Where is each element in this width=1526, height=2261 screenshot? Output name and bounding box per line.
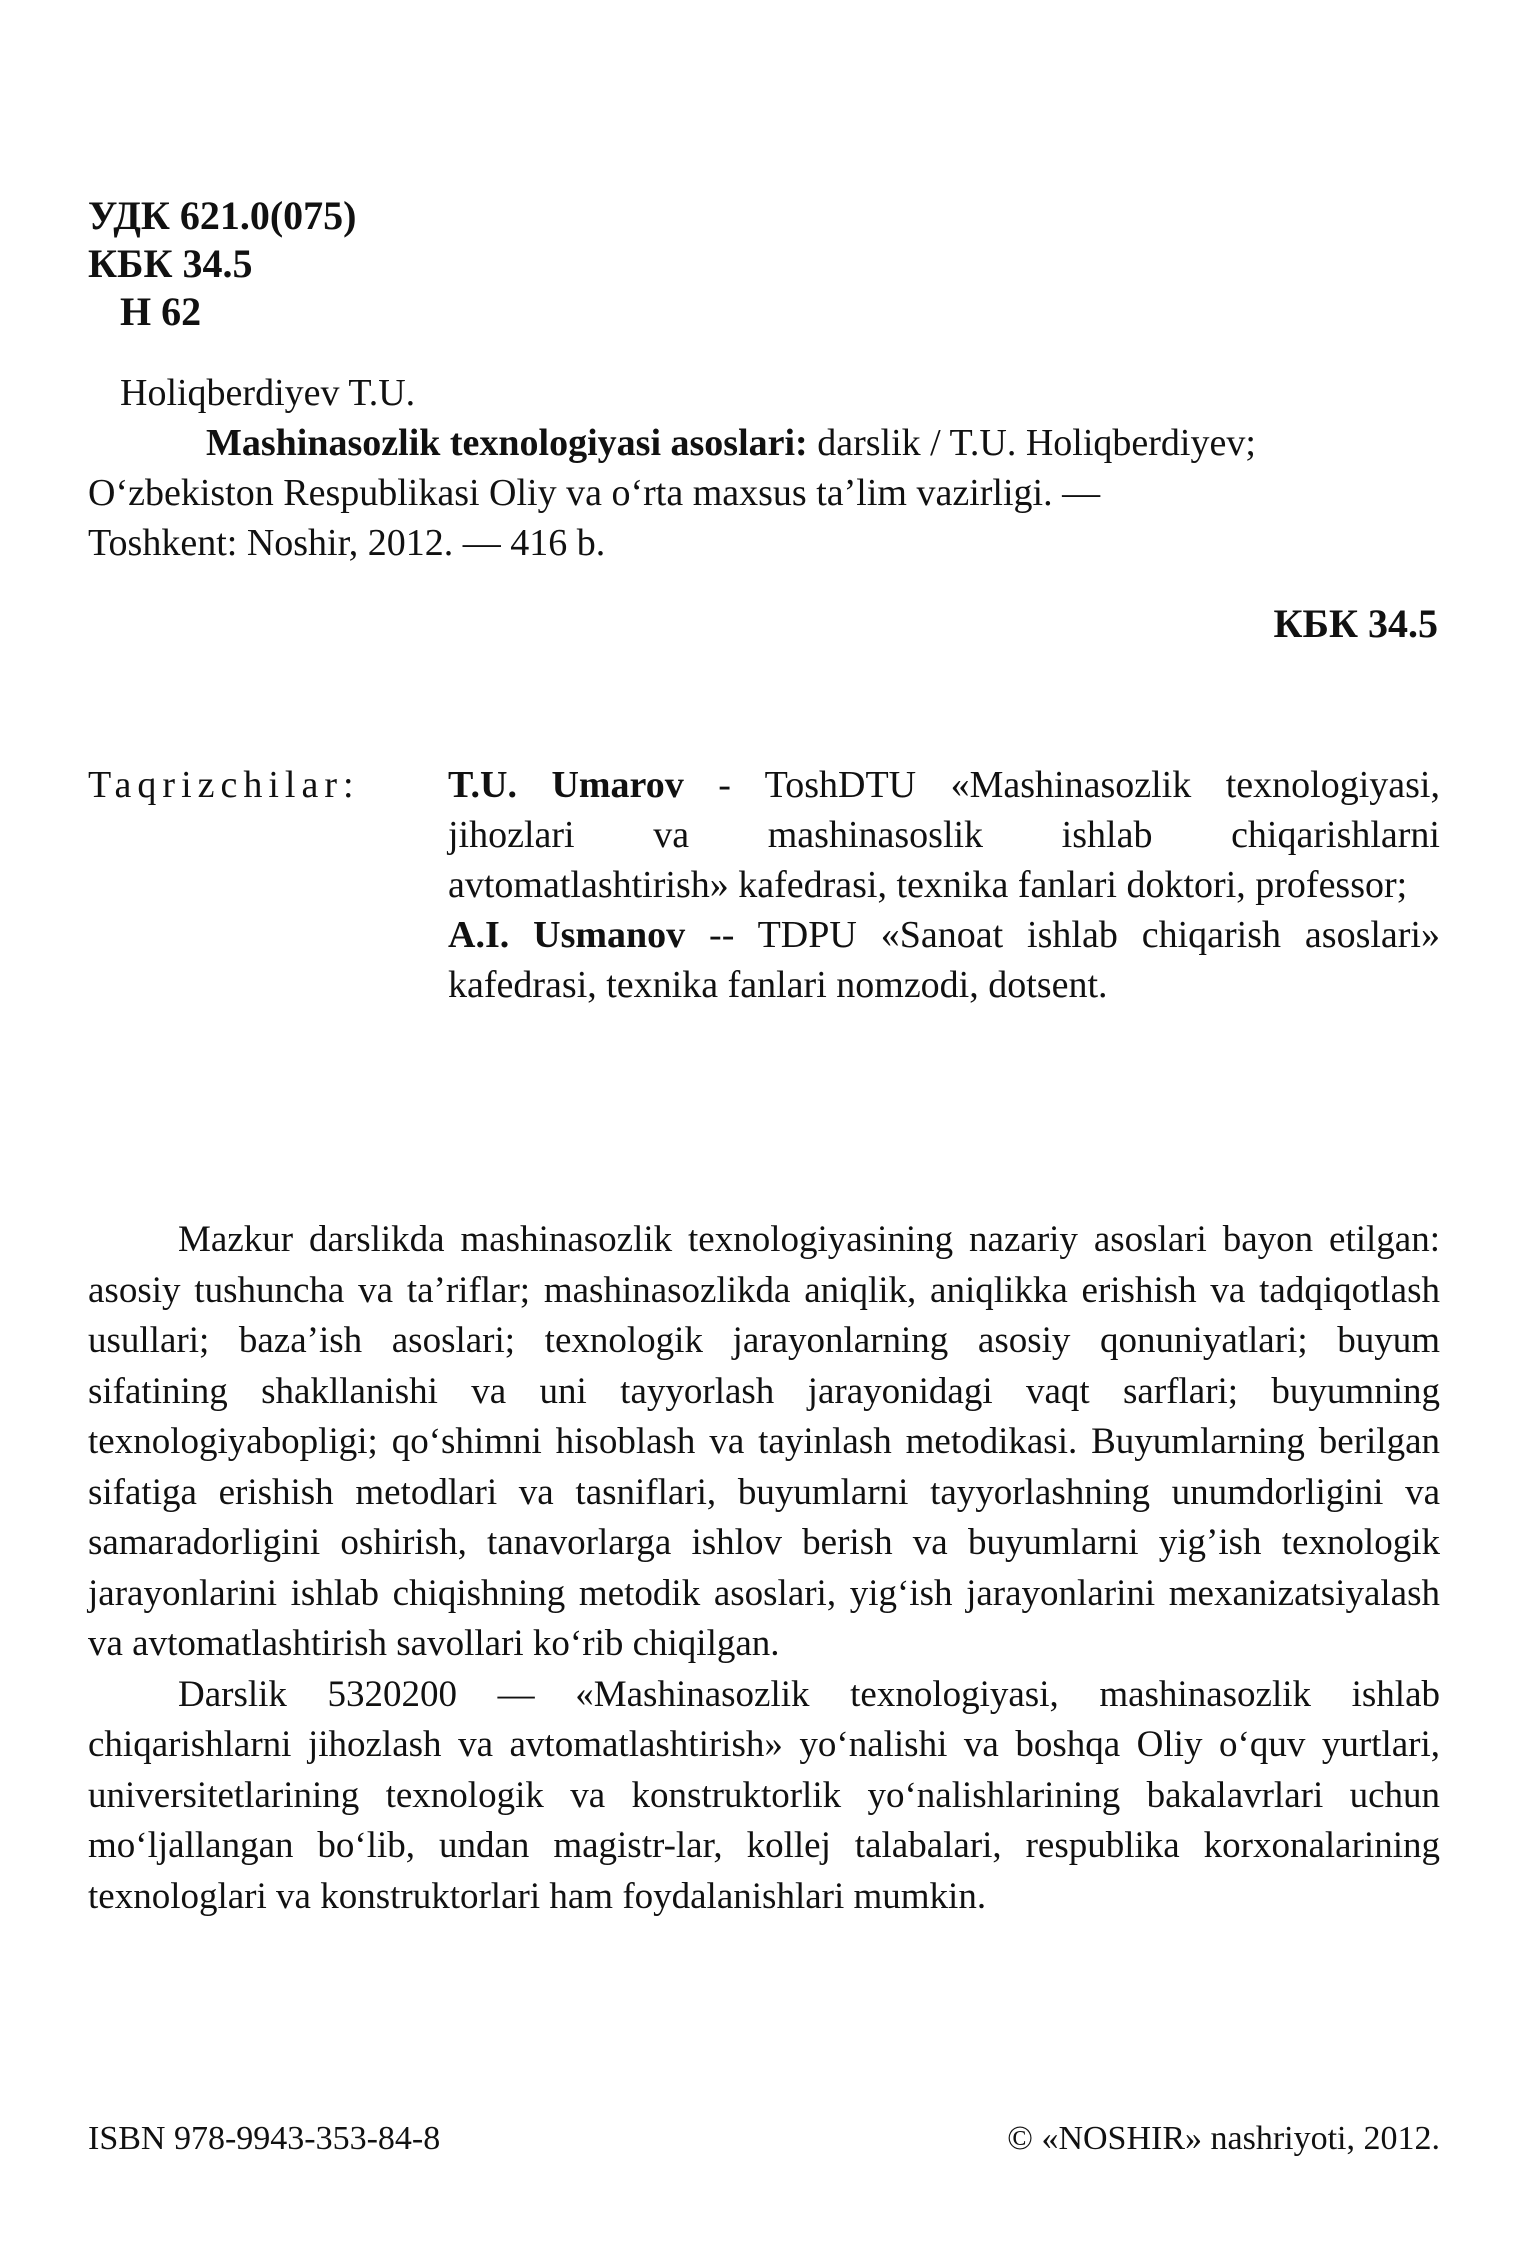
- imprint-line: Toshkent: Noshir, 2012. — 416 b.: [88, 522, 606, 564]
- reviewer-1: [448, 760, 1440, 910]
- reviewer-2-name: A.I. Usmanov: [448, 914, 686, 956]
- classification-codes: [88, 192, 356, 336]
- title-responsibility: darslik / T.U. Holiqberdiyev;: [807, 422, 1256, 464]
- reviewer-2: [448, 910, 1440, 1010]
- author-mark: Н 62: [120, 289, 202, 334]
- udk-code: УДК 621.0(075): [88, 193, 357, 238]
- kbk-code-right: КБК 34.5: [1273, 601, 1438, 646]
- reviewers-label: Taqrizchilar:: [88, 764, 360, 806]
- footer: [88, 2120, 1440, 2158]
- bibliographic-record: [88, 368, 1440, 568]
- reviewer-1-desc: - ToshDTU «Mashinasozlik texnologiyasi, jihozlari va mashinasoslik ishlab chiqarishlarni avtomatlashtirish» kafedrasi, texnika fanlari doktori, professor;: [448, 764, 1440, 906]
- title-line: [88, 418, 1440, 468]
- reviewer-2-desc: -- TDPU «Sanoat ishlab chiqarish asoslari» kafedrasi, texnika fanlari nomzodi, dotsent.: [448, 914, 1440, 1006]
- reviewers-list: [448, 760, 1440, 1010]
- annotation-paragraph-2: Darslik 5320200 — «Mashinasozlik texnologiyasi, mashinasozlik ishlab chiqarishlarni jihozlash va avtomatlashtirish» yo‘nalishi va boshqa Oliy o‘quv yurtlari, universitetlarining texnologik va konstruktorlik yo‘nalishlarining bakalavrlari uchun mo‘ljallangan bo‘lib, undan magistr-lar, kollej talabalari, respublika korxonalarining texnologlari va konstruktorlari ham foydalanishlari mumkin.: [88, 1673, 1440, 1917]
- book-title: Mashinasozlik texnologiyasi asoslari:: [206, 422, 808, 464]
- kbk-code: КБК 34.5: [88, 241, 253, 286]
- isbn: ISBN 978-9943-353-84-8: [88, 2120, 441, 2157]
- annotation-paragraph-1: Mazkur darslikda mashinasozlik texnologiyasining nazariy asoslari bayon etilgan: asosiy tushuncha va ta’riflar; mashinasozlikda aniqlik, aniqlikka erishish va tadqiqotlash usullari; baza’ish asoslari; texnologik jarayonlarning asosiy qonuniyatlari; buyum sifatining shakllanishi va uni tayyorlash jarayonidagi vaqt sarflari; buyumning texnologiyabopligi; qo‘shimni hisoblash va tayinlash metodikasi. Buyumlarning berilgan sifatiga erishish metodlari va tasniflari, buyumlarni tayyorlashning unumdorligini va samaradorligini oshirish, tanavorlarga ishlov berish va buyumlarni yig’ish texnologik jarayonlarini ishlab chiqishning metodik asoslari, yig‘ish jarayonlarini mexanizatsiyalash va avtomatlashtirish savollari ko‘rib chiqilgan.: [88, 1219, 1440, 1664]
- copyright-notice: © «NOSHIR» nashriyoti, 2012.: [1007, 2120, 1440, 2157]
- reviewer-1-name: T.U. Umarov: [448, 764, 684, 806]
- reviewers-block: [88, 760, 1440, 1010]
- annotation: [88, 1215, 1440, 1922]
- author-heading: Holiqberdiyev T.U.: [120, 372, 416, 414]
- publisher-body-line: O‘zbekiston Respublikasi Oliy va o‘rta maxsus ta’lim vazirligi. —: [88, 472, 1101, 514]
